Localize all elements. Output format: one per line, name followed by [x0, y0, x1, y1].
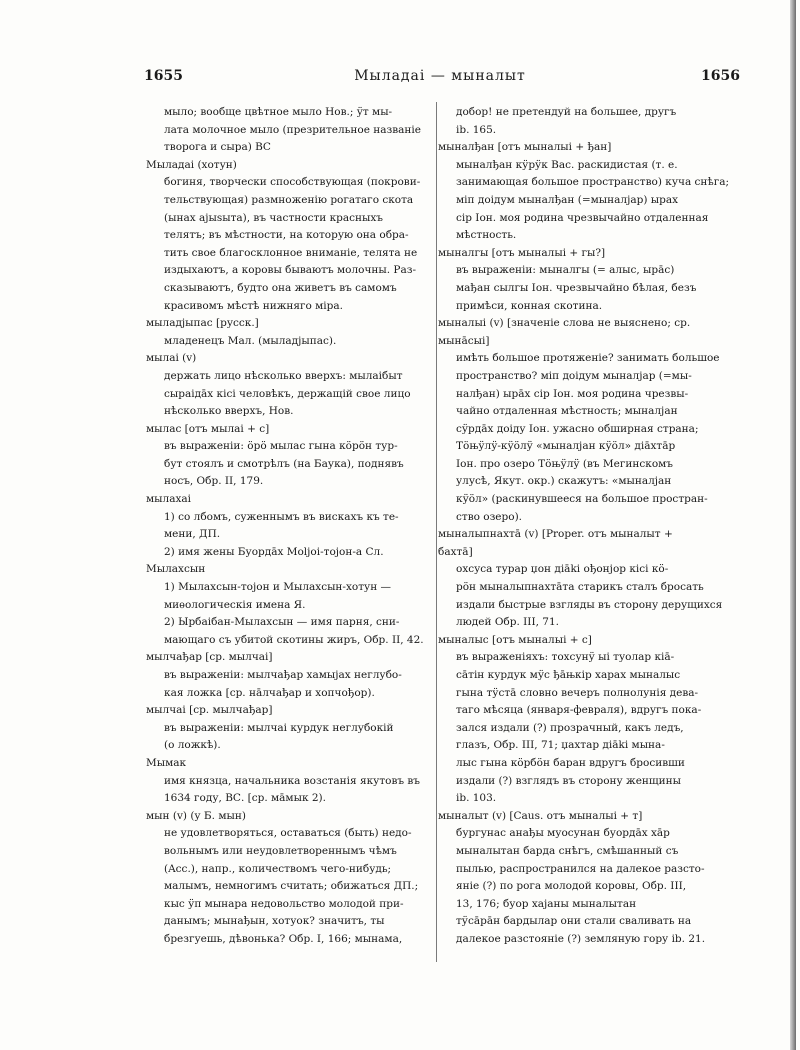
text-line: мађан сылгы Іон. чрезвычайно бѣлая, безъ [456, 281, 697, 294]
entry-headword [146, 755, 432, 773]
text-line: бут стоялъ и смотрѣлъ (на Баука), поднявъ [164, 457, 404, 470]
text-line: бахтā] [438, 545, 473, 558]
entry-headword [146, 157, 432, 175]
text-line: Мымак [146, 756, 187, 769]
entry-definition [438, 104, 738, 139]
entry-headword [438, 632, 738, 650]
text-line: охсуса турар џон діākі ођонјор кісі кӧ- [456, 563, 669, 576]
text-line: улусѣ, Якут. окр.) скажутъ: «мыналјан [456, 475, 672, 488]
text-line: кӱӧл» (раскинувшееся на большое простран- [456, 493, 708, 506]
entry-headword [146, 350, 432, 368]
text-line: малымъ, немногимъ считать; обижаться ДП.; [164, 880, 419, 893]
text-line: мыналђан [отъ мыналыі + ђан] [438, 141, 612, 154]
text-line: ib. 165. [456, 123, 497, 136]
text-line: творога и сыра) ВС [164, 141, 271, 154]
text-line: мающаго съ убитой скотины жиръ, Обр. II, 42. [164, 633, 424, 646]
text-line: въ выраженіи: мылчађар хамыјах неглубо- [164, 669, 402, 681]
text-line: лата молочное мыло (презрительное названіе [164, 123, 421, 136]
text-line: издыхаютъ, а коровы бываютъ молочны. Раз- [164, 264, 417, 277]
text-line: брезгуешь, дѣвонька? Обр. I, 166; мынама, [164, 932, 403, 945]
right-page-number: 1656 [701, 68, 740, 84]
text-line: сāтін курдук мӱс ђāњкір харах мыналыс [456, 669, 681, 681]
running-title: Мыладаі — мыналыт [354, 68, 526, 84]
text-line: мыналыт (v) [Caus. отъ мыналыі + т] [438, 809, 643, 822]
text-line: мыналђан кӱрӱк Вас. раскидистая (т. е. [456, 158, 678, 171]
entry-headword [146, 315, 432, 333]
text-line: занимающая большое пространство) куча снѣга; [456, 176, 730, 189]
entry-headword [146, 808, 432, 826]
text-line: мени, ДП. [164, 528, 221, 541]
text-line: сӱрдāх доіду Іон. ужасно обширная страна; [456, 422, 699, 435]
right-column [438, 104, 738, 949]
left-column [146, 104, 432, 949]
text-line: мылахаі [146, 493, 191, 506]
entry-definition [438, 825, 738, 948]
entry-headword [438, 808, 738, 826]
text-line: (о ложкѣ). [164, 739, 221, 752]
text-line: 1) Мылахсын-тојон и Мылахсын-хотун — [164, 581, 392, 594]
page-edge-shadow [790, 0, 796, 1050]
column-divider [436, 102, 437, 962]
entry-headword [438, 245, 738, 263]
text-line: данымъ; мынађын, хотуок? значитъ, ты [164, 915, 385, 928]
text-line: красивомъ мѣстѣ нижняго міра. [164, 299, 343, 312]
entry-definition [438, 561, 738, 631]
text-line: мѣстность. [456, 229, 517, 242]
text-line: пространство? міп доідум мыналјар (=мы- [456, 369, 692, 382]
text-line: сір Іон. моя родина чрезвычайно отдаленная [456, 211, 709, 224]
text-line: Мылахсын [146, 563, 206, 576]
entry-definition [146, 104, 432, 157]
text-line: міп доідум мыналђан (=мыналјар) ырах [456, 193, 679, 206]
text-line: Іон. про озеро Тӧњӱлӱ (въ Мегинскомъ [456, 457, 673, 470]
text-line: издали быстрые взгляды въ сторону дерущихся [456, 598, 723, 611]
text-line: тельствующая) размноженію рогатаго скота [164, 193, 414, 206]
text-line: мыналыпнахтā (v) [Proper. отъ мыналыт + [438, 528, 673, 541]
text-line: не удовлетворяться, оставаться (быть) недо- [164, 827, 412, 840]
entry-definition [146, 368, 432, 421]
text-line: далекое разстояніе (?) земляную гору ib. 21. [456, 932, 706, 945]
text-line: мылас [отъ мылаі + с] [146, 422, 270, 435]
text-line: 1634 году, ВС. [ср. мāмык 2). [164, 792, 326, 805]
entry-definition [146, 720, 432, 755]
entry-definition [146, 773, 432, 808]
text-line: имѣть большое протяженіе? занимать большое [456, 352, 720, 365]
text-line: (Acc.), напр., количествомъ чего-нибудь; [164, 862, 392, 875]
text-line: яніе (?) по рога молодой коровы, Обр. III, [456, 880, 687, 893]
entry-headword [146, 702, 432, 720]
entry-definition [146, 825, 432, 948]
entry-definition [146, 509, 432, 562]
text-line: 1) со лбомъ, суженнымъ въ вискахъ къ те- [164, 510, 399, 523]
text-line: бургунас анађы муосунан буордāх хāр [456, 827, 670, 840]
text-line: мыло; вообще цвѣтное мыло Нов.; ӱт мы- [164, 106, 393, 118]
text-line: глазъ, Обр. III, 71; џахтар діākі мына- [456, 739, 665, 752]
text-line: Тӧњӱлӱ-кӱӧлӱ «мыналјан кӱӧл» діāхтāр [456, 440, 676, 453]
entry-definition [438, 262, 738, 315]
text-line: мыналытан барда снѣгъ, смѣшанный съ [456, 844, 679, 857]
text-line: мылчађар [ср. мылчаі] [146, 651, 273, 664]
text-line: мыладјыпас [русск.] [146, 317, 259, 330]
text-line: телятъ; въ мѣстности, на которую она обра- [164, 229, 409, 242]
entry-definition [146, 438, 432, 491]
text-line: тӱсāрāн бардылар они стали сваливать на [456, 915, 692, 928]
text-line: мыналыі (v) [значеніе слова не выяснено; ср. [438, 317, 691, 330]
text-line: ство озеро). [456, 510, 522, 523]
text-line: мынāсыі] [438, 334, 490, 347]
entry-headword [146, 421, 432, 439]
text-line: налђан) ырāх сір Іон. моя родина чрезвы- [456, 387, 689, 400]
entry-definition [438, 350, 738, 526]
text-line: кая ложка [ср. нāлчађар и хопчођор). [164, 686, 375, 699]
text-line: имя князца, начальника возстанія якутовъ въ [164, 774, 420, 787]
text-line: миѳологическія имена Я. [164, 598, 306, 611]
text-line: людей Обр. III, 71. [456, 616, 559, 629]
text-line: лыс гына кӧрбӧн баран вдругъ бросивши [456, 756, 685, 769]
text-line: въ выраженіи: мылчаі курдук неглубокій [164, 721, 394, 734]
text-line: (ынах ајыѕыта), въ частности красныхъ [164, 211, 383, 224]
text-line: младенецъ Мал. (мыладјыпас). [164, 334, 337, 347]
text-line: мыналгы [отъ мыналыі + гы?] [438, 246, 606, 259]
text-line: таго мѣсяца (января-февраля), вдругъ пока- [456, 704, 702, 717]
entry-headword [438, 526, 738, 561]
text-line: сказываютъ, будто она живетъ въ самомъ [164, 281, 397, 294]
text-line: мын (v) (у Б. мын) [146, 809, 246, 822]
text-line: мыналыс [отъ мыналыі + с] [438, 633, 592, 646]
text-line: гына тӱстā словно вечеръ полнолунія дева- [456, 686, 699, 699]
text-line: кыс ӱп мынара недовольство молодой при- [164, 897, 404, 910]
text-line: носъ, Обр. II, 179. [164, 475, 264, 488]
entry-headword [146, 649, 432, 667]
entry-definition [438, 649, 738, 807]
entry-headword [438, 139, 738, 157]
page-header [140, 68, 740, 88]
text-line: держать лицо нѣсколько вверхъ: мылаібыт [164, 369, 403, 382]
entry-headword [146, 561, 432, 579]
text-line: 2) имя жены Буордāх Moljoi-тојон-а Сл. [164, 545, 384, 558]
text-line: мылаі (v) [146, 352, 197, 365]
text-line: пылью, распространился на далекое разсто- [456, 862, 705, 875]
entry-definition [438, 157, 738, 245]
left-page-number: 1655 [144, 68, 183, 84]
text-line: Мыладаі (хотун) [146, 158, 237, 171]
entry-headword [146, 491, 432, 509]
text-line: рӧн мыналыпнахтāта старикъ сталъ бросать [456, 581, 704, 594]
text-line: въ выраженіяхъ: тохсунӱ ыі туолар кіā- [456, 651, 675, 664]
text-line: мылчаі [ср. мылчађар] [146, 704, 273, 717]
text-line: богиня, творчески способствующая (покрови- [164, 176, 421, 189]
text-line: нѣсколько вверхъ, Нов. [164, 405, 294, 418]
text-line: издали (?) взглядъ въ сторону женщины [456, 774, 682, 787]
text-line: вольнымъ или неудовлетвореннымъ чѣмъ [164, 844, 397, 857]
text-line: примѣси, конная скотина. [456, 299, 603, 312]
text-line: 13, 176; буор хајаны мыналытан [456, 897, 637, 910]
text-line: 2) Ырбаібан-Мылахсын — имя парня, сни- [164, 616, 400, 629]
text-line: чайно отдаленная мѣстность; мыналјан [456, 405, 678, 418]
text-line: добор! не претендуй на большее, другъ [456, 106, 677, 118]
text-line: сыраідāх кісі человѣкъ, держащій свое лицо [164, 387, 411, 400]
text-line: тить свое благосклонное вниманіе, телята не [164, 246, 418, 259]
text-line: ib. 103. [456, 792, 497, 805]
entry-headword [438, 315, 738, 350]
text-line: въ выраженіи: ӧрӧ мылас гына кӧрӧн тур- [164, 440, 398, 453]
entry-definition [146, 667, 432, 702]
entry-definition [146, 333, 432, 351]
text-line: въ выраженіи: мыналгы (= алыс, ырāс) [456, 264, 675, 277]
text-line: зался издали (?) прозрачный, какъ ледъ, [456, 721, 684, 734]
entry-definition [146, 174, 432, 315]
entry-definition [146, 579, 432, 649]
